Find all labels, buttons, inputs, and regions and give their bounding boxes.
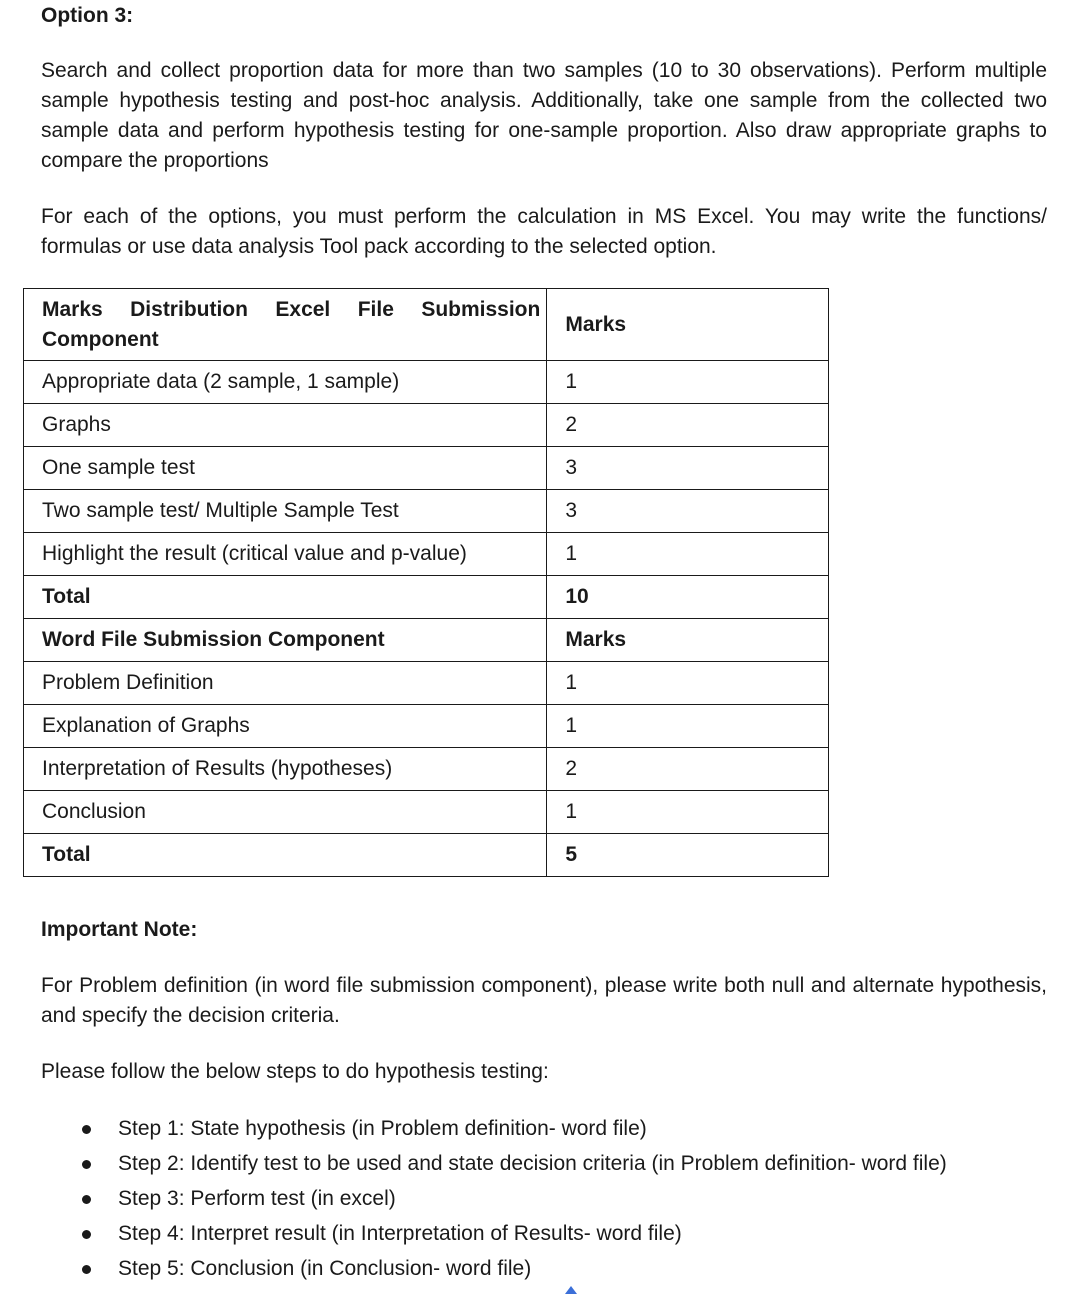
bullet-icon <box>82 1160 91 1169</box>
marks-cell: 2 <box>547 748 829 791</box>
table-row <box>24 404 829 447</box>
steps-intro-paragraph: Please follow the below steps to do hypothesis testing: <box>41 1060 549 1083</box>
excel-total-row <box>24 576 829 619</box>
problem-definition-paragraph: For Problem definition (in word file submission component), please write both null and alternate hypothesis, and specify the decision criteria. <box>41 974 1047 1027</box>
important-note-title: Important Note: <box>41 918 198 941</box>
component-cell: Graphs <box>24 404 547 447</box>
bullet-icon <box>82 1230 91 1239</box>
step-text: Step 1: State hypothesis (in Problem definition- word file) <box>118 1117 647 1140</box>
marks-cell: 1 <box>547 662 829 705</box>
component-cell: One sample test <box>24 447 547 490</box>
step-text: Step 4: Interpret result (in Interpretation of Results- word file) <box>118 1222 682 1245</box>
marks-cell: 1 <box>547 705 829 748</box>
text-cursor-icon <box>565 1286 577 1294</box>
total-label-cell: Total <box>24 576 547 619</box>
table-row <box>24 791 829 834</box>
step-text: Step 5: Conclusion (in Conclusion- word file) <box>118 1257 532 1280</box>
component-cell: Appropriate data (2 sample, 1 sample) <box>24 361 547 404</box>
component-cell: Two sample test/ Multiple Sample Test <box>24 490 547 533</box>
marks-cell: 3 <box>547 447 829 490</box>
table-row <box>24 533 829 576</box>
total-label-cell: Total <box>24 834 547 877</box>
word-marks-header-cell: Marks <box>547 619 829 662</box>
list-item <box>0 1114 1080 1149</box>
component-cell: Problem Definition <box>24 662 547 705</box>
component-cell: Conclusion <box>24 791 547 834</box>
step-text: Step 2: Identify test to be used and state decision criteria (in Problem definition- word file) <box>118 1152 947 1175</box>
word-component-header-cell: Word File Submission Component <box>24 619 547 662</box>
component-cell: Explanation of Graphs <box>24 705 547 748</box>
excel-paragraph: For each of the options, you must perform the calculation in MS Excel. You may write the functions/ formulas or use data analysis Tool pack according to the selected option. <box>41 205 1047 258</box>
header-marks-cell: Marks <box>547 289 829 361</box>
list-item <box>0 1184 1080 1219</box>
marks-cell: 1 <box>547 791 829 834</box>
list-item <box>0 1149 1080 1184</box>
component-cell: Highlight the result (critical value and p-value) <box>24 533 547 576</box>
marks-cell: 1 <box>547 361 829 404</box>
marks-cell: 3 <box>547 490 829 533</box>
table-row <box>24 490 829 533</box>
bullet-icon <box>82 1195 91 1204</box>
table-row <box>24 748 829 791</box>
table-row <box>24 361 829 404</box>
marks-cell: 1 <box>547 533 829 576</box>
header-component-cell <box>24 289 547 361</box>
option-heading: Option 3: <box>41 4 134 27</box>
marks-cell: 2 <box>547 404 829 447</box>
table-row <box>24 662 829 705</box>
table-header-row <box>24 289 829 361</box>
bullet-icon <box>82 1265 91 1274</box>
steps-list <box>0 1114 1080 1289</box>
list-item <box>0 1219 1080 1254</box>
bullet-icon <box>82 1125 91 1134</box>
total-marks-cell: 5 <box>547 834 829 877</box>
table-row <box>24 447 829 490</box>
component-cell: Interpretation of Results (hypotheses) <box>24 748 547 791</box>
marks-distribution-table <box>23 288 829 877</box>
table-row <box>24 705 829 748</box>
total-marks-cell: 10 <box>547 576 829 619</box>
list-item <box>0 1254 1080 1289</box>
word-total-row <box>24 834 829 877</box>
intro-paragraph: Search and collect proportion data for more than two samples (10 to 30 observations). Perform multiple sample hypothesis testing and post-hoc analysis. Additionally, take one sample from the collected two sample data and perform hypothesis testing for one-sample proportion. Also draw appropriate graphs to compare the proportions <box>41 59 1047 172</box>
word-header-row <box>24 619 829 662</box>
step-text: Step 3: Perform test (in excel) <box>118 1187 396 1210</box>
header-component-label: Marks Distribution Excel File Submission Component <box>42 297 541 351</box>
